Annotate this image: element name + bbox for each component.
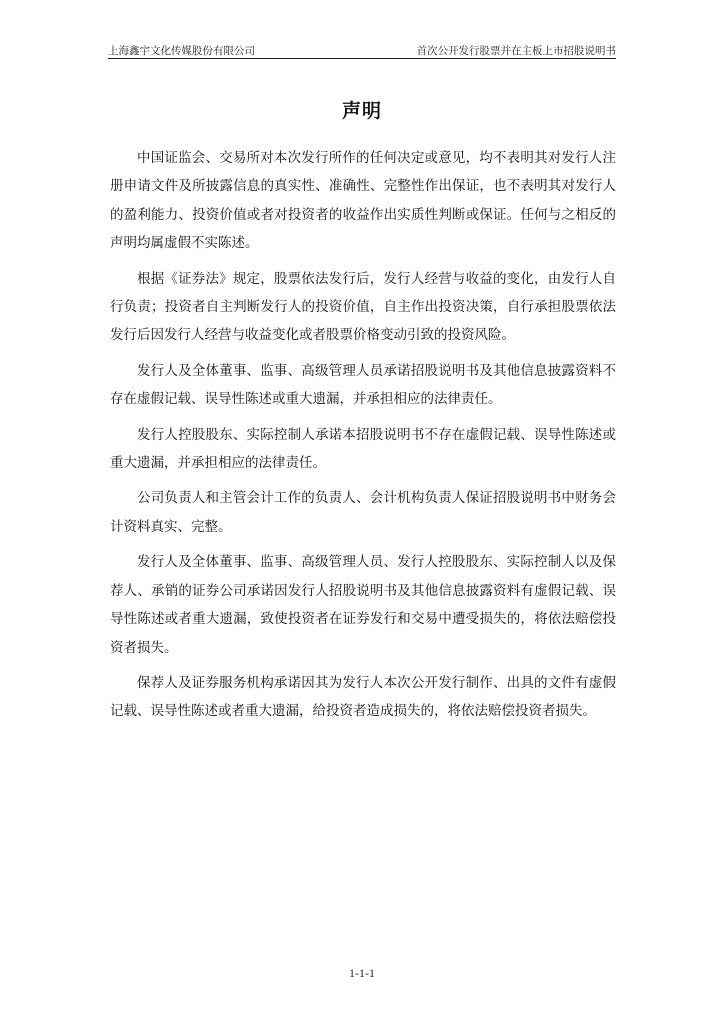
paragraph-financial-accuracy: 公司负责人和主管会计工作的负责人、会计机构负责人保证招股说明书中财务会计资料真实、完整。: [110, 490, 616, 535]
paragraph-sponsor-commitment: 保荐人及证券服务机构承诺因其为发行人本次公开发行制作、出具的文件有虚假记载、误导性陈述或者重大遗漏，给投资者造成损失的，将依法赔偿投资者损失。: [110, 674, 616, 720]
header-document-title: 首次公开发行股票并在主板上市招股说明书: [416, 45, 616, 57]
paragraph-compensation-commitment: 发行人及全体董事、监事、高级管理人员、发行人控股股东、实际控制人以及保荐人、承销的证券公司承诺因发行人招股说明书及其他信息披露资料有虚假记载、误导性陈述或者重大遗漏，致使投资者在证券发行和交易中遭受损失的，将依法赔偿投资者损失。: [110, 554, 616, 656]
page-title: 声明: [341, 100, 382, 122]
header-company-name: 上海鑫宇文化传媒股份有限公司: [108, 45, 255, 57]
page-number: 1-1-1: [349, 966, 375, 980]
paragraph-regulator-disclaimer: 中国证监会、交易所对本次发行所作的任何决定或意见，均不表明其对发行人注册申请文件及所披露信息的真实性、准确性、完整性作出保证，也不表明其对发行人的盈利能力、投资价值或者对投资者的收益作出实质性判断或保证。任何与之相反的声明均属虚假不实陈述。: [110, 150, 616, 252]
paragraph-investment-risk: 根据《证券法》规定，股票依法发行后，发行人经营与收益的变化，由发行人自行负责；投资者自主判断发行人的投资价值，自主作出投资决策，自行承担股票依法发行后因发行人经营与收益变化或者股票价格变动引致的投资风险。: [110, 270, 616, 344]
paragraph-directors-commitment: 发行人及全体董事、监事、高级管理人员承诺招股说明书及其他信息披露资料不存在虚假记载、误导性陈述或重大遗漏，并承担相应的法律责任。: [110, 362, 616, 408]
running-header: [108, 42, 616, 59]
paragraph-controlling-shareholder-commitment: 发行人控股股东、实际控制人承诺本招股说明书不存在虚假记载、误导性陈述或重大遗漏，并承担相应的法律责任。: [110, 426, 616, 472]
statement-body: [110, 144, 616, 733]
